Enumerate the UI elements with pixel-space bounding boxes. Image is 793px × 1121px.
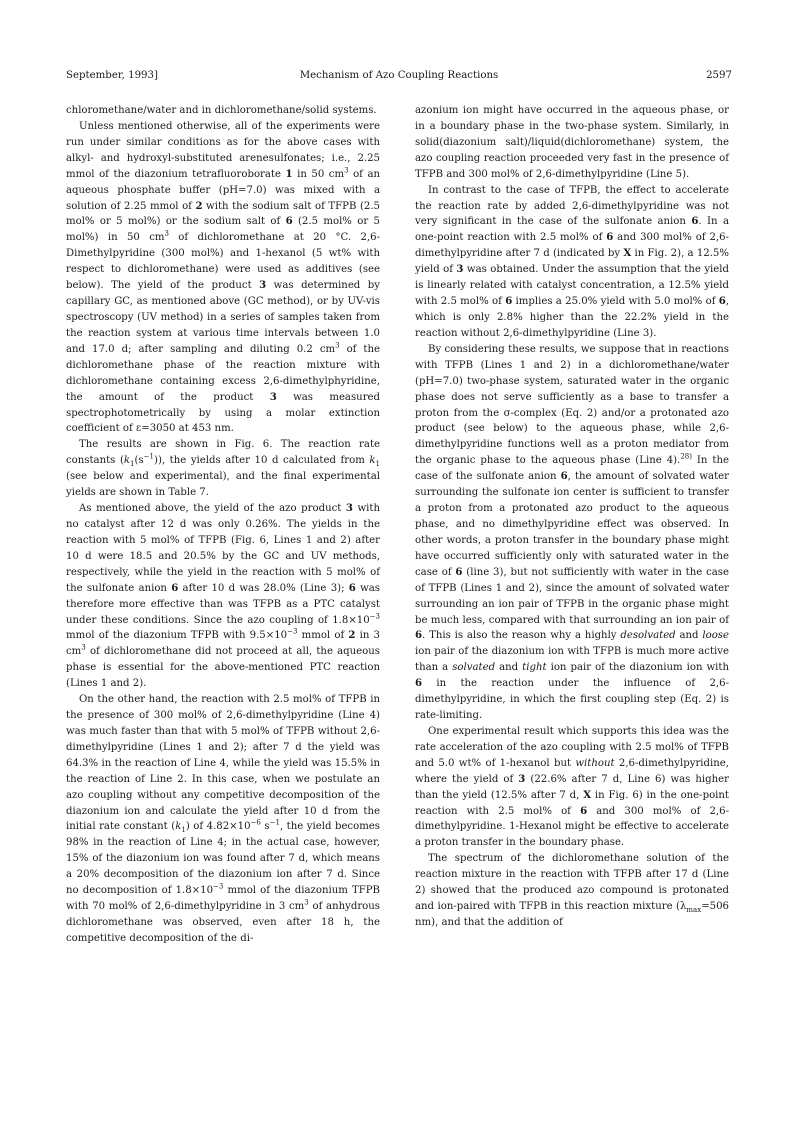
text-run: and 300 mol% of 2,6-dimethylpyridine. 1-Hexanol might be effective to accelerate a proton transfer in the boundary phase. [415, 805, 729, 849]
text-run: ) of 4.82×10 [185, 821, 251, 833]
text-run: 3 [345, 502, 353, 515]
text-run: mmol of the diazonium TFPB with 9.5×10 [66, 630, 288, 642]
running-header [66, 70, 732, 86]
text-run: One experimental result which supports this idea was the rate acceleration of the azo coupling with 2.5 mol% of TFPB and 5.0 wt% of 1-hexanol but [415, 725, 729, 769]
text-run: mmol of [297, 630, 349, 642]
header-title: Mechanism of Azo Coupling Reactions [299, 70, 499, 81]
text-run: X [583, 788, 592, 801]
text-run: and 300 mol% of 2,6-dimethylpyridine after 7 d (indicated by [415, 232, 729, 260]
header-date: September, 1993] [66, 70, 158, 81]
text-run: chloromethane/water and in dichloromethane/solid systems. [66, 105, 377, 116]
text-run: of dichloromethane did not proceed at all, the aqueous phase is essential for the above-mentioned PTC reaction (Lines 1 and 2). [66, 646, 380, 690]
text-run: tight [522, 662, 547, 674]
text-run: 6 [560, 470, 568, 483]
text-run: was therefore more effective than was TFPB as a PTC catalyst under these conditions. Since the azo coupling of 1.8×10 [66, 582, 380, 626]
text-run: (s [134, 455, 144, 467]
text-run: desolvated [620, 630, 676, 642]
text-run: of dichloromethane at 20 °C. 2,6-Dimethylpyridine (300 mol%) and 1-hexanol (5 wt% with respect to dichloromethane) were used as additives (see below). The yield of the product [66, 232, 381, 292]
text-run: azonium ion might have occurred in the aqueous phase, or in a boundary phase in the two-phase system. Similarly, in solid(diazonium salt)/liquid(dichloromethane) system, the azo coupling reaction proceeded very fast in the presence of TFPB and 300 mol% of 2,6-dimethylpyridine (Line 5). [415, 105, 729, 180]
text-run: 1 [181, 826, 186, 835]
text-run: X [623, 247, 632, 260]
text-run: , the yield becomes 98% in the reaction of Line 4; in the actual case, however, 15% of the diazonium ion was found after 7 d, which means a 20% decomposition of the diazonium ion after 7 d. Since no decomposition of 1.8×10 [66, 821, 380, 897]
text-run: (22.6% after 7 d, Line 6) was higher than the yield (12.5% after 7 d, [415, 773, 729, 801]
paragraph [66, 437, 380, 501]
text-run: 6 [691, 215, 699, 228]
text-run: and [675, 630, 703, 642]
text-run: of an aqueous phosphate buffer (pH=7.0) was mixed with a solution of 2.25 mmol of [66, 168, 381, 212]
text-run: −6 [250, 819, 261, 828]
text-run: 3 [335, 341, 340, 350]
text-run: The spectrum of the dichloromethane solution of the reaction mixture in the reaction with TFPB after 17 d (Line 2) showed that the produced azo compound is protonated and ion-paired with TFPB in this reaction mixture (λ [415, 853, 729, 913]
text-run: with the sodium salt of TFPB (2.5 mol% or 5 mol%) or the sodium salt of [66, 200, 380, 228]
text-run: 6 [415, 629, 423, 642]
text-run: In contrast to the case of TFPB, the effect to accelerate the reaction rate by added 2,6-dimethylpyridine was not very significant in the case of the sulfonate anion [415, 184, 729, 228]
text-run: in the reaction under the influence of 2,6-dimethylpyridine, in which the first coupling step (Eq. 2) is rate-limiting. [415, 678, 729, 722]
text-run: k [369, 455, 376, 467]
text-run: k [123, 455, 131, 467]
text-run: without [575, 757, 615, 769]
text-run: 6 [171, 581, 179, 594]
paragraph [415, 103, 729, 183]
paragraph [415, 183, 729, 342]
text-run: (line 3), but not sufficiently with water in the case of TFPB (Lines 1 and 2), since the amount of solvated water surrounding an ion pair of TFPB in the organic phase might be much less, compared with that surrounding an ion pair of [415, 566, 729, 626]
paragraph [66, 692, 380, 947]
text-run: 2,6-dimethylpyridine, where the yield of [415, 757, 729, 785]
text-run: loose [702, 630, 729, 642]
text-run: On the other hand, the reaction with 2.5 mol% of TFPB in the presence of 300 mol% of 2,6-dimethylpyridine (Line 4) was much faster than that with 5 mol% of TFPB without 2,6-dimethylpyridine (Lines 1 and 2); after 7 d the yield was 64.3% in the reaction of Line 4, while the yield was 15.5% in the reaction of Line 2. In this case, when we postulate an azo coupling without any competitive decomposition of the diazonium ion and calculate the yield after 10 d from the initial rate constant ( [66, 694, 380, 833]
text-run: 3 [259, 279, 267, 292]
text-run: 1 [375, 460, 381, 469]
text-run: −3 [369, 612, 380, 621]
text-run: ion pair of the diazonium ion with [546, 662, 730, 674]
text-run: (see below and experimental), and the final experimental yields are shown in Table 7. [66, 471, 380, 499]
text-run: (2.5 mol% or 5 mol%) in 50 cm [66, 216, 380, 244]
text-run: 6 [718, 295, 726, 308]
text-run: 6 [455, 565, 463, 578]
text-run: 28) [680, 452, 692, 461]
text-run: 3 [269, 390, 277, 403]
text-run: , the amount of solvated water surrounding the sulfonate ion center is sufficient to transfer a proton from a protonated azo product to the aqueous phase, and no dimethylpyridine effect was observed. In other words, a proton transfer in the boundary phase might have occurred sufficiently only with saturated water in the case of [415, 471, 729, 578]
text-run: −1 [269, 819, 280, 828]
paragraph [415, 342, 729, 724]
text-run: 1 [285, 167, 293, 180]
text-run: 6 [348, 581, 356, 594]
left-column [66, 103, 380, 947]
text-run: , which is only 2.8% higher than the 22.2% yield in the reaction without 2,6-dimethylpyridine (Line 3). [415, 296, 729, 339]
text-run: s [260, 821, 270, 833]
text-run: −3 [287, 628, 298, 637]
paragraph [415, 724, 729, 851]
header-page-number: 2597 [706, 70, 732, 81]
text-run: 6 [285, 215, 293, 228]
text-run: 2 [348, 629, 356, 642]
text-run: 3 [456, 263, 464, 276]
text-run: 3 [518, 772, 526, 785]
text-run: was obtained. Under the assumption that the yield is linearly related with catalyst concentration, a 12.5% yield with 2.5 mol% of [415, 264, 729, 308]
text-run: was determined by capillary GC, as mentioned above (GC method), or by UV-vis spectroscopy (UV method) in a series of samples taken from the reaction system at various time intervals between 1.0 and 17.0 d; after sampling and diluting 0.2 cm [66, 280, 380, 355]
text-run: mmol of the diazonium TFPB with 70 mol% of 2,6-dimethylpyridine in 3 cm [66, 885, 380, 913]
text-run: As mentioned above, the yield of the azo product [79, 503, 346, 515]
text-run: max [686, 906, 702, 915]
text-run: k [175, 821, 182, 833]
text-run: 3 [304, 898, 309, 907]
text-run: In the case of the sulfonate anion [415, 455, 729, 483]
paragraph [66, 103, 380, 119]
text-run: 1 [130, 460, 135, 469]
paragraph [66, 119, 380, 437]
text-run: −1 [143, 452, 154, 461]
text-run: in Fig. 2), a 12.5% yield of [415, 248, 729, 276]
text-run: −3 [213, 882, 224, 891]
text-run: 3 [81, 643, 86, 652]
text-run: The results are shown in Fig. 6. The reaction rate constants ( [66, 439, 380, 467]
text-run: was measured spectrophotometrically by using a molar extinction coefficient of ε=3050 at 453 nm. [66, 391, 381, 435]
text-run: 6 [580, 804, 588, 817]
text-run: =506 nm), and that the addition of [415, 901, 729, 929]
text-run: . In a one-point reaction with 2.5 mol% of [415, 216, 730, 244]
text-run: solvated [452, 662, 496, 674]
text-run: implies a 25.0% yield with 5.0 mol% of [512, 296, 719, 308]
text-run: 3 [164, 230, 169, 238]
text-run: 2 [195, 199, 203, 212]
text-run: after 10 d was 28.0% (Line 3); [178, 582, 349, 594]
text-run: Unless mentioned otherwise, all of the experiments were run under similar conditions as for the above cases with alkyl- and hydroxyl-substituted arenesulfonates; i.e., 2.25 mmol of the diazonium tetrafluoroborate [66, 120, 380, 180]
text-run: in 3 cm [66, 630, 381, 658]
text-run: By considering these results, we suppose that in reactions with TFPB (Lines 1 and 2) in a dichloromethane/water (pH=7.0) two-phase system, saturated water in the organic phase does not serve sufficiently as a base to transfer a proton from the σ-complex (Eq. 2) and/or a protonated azo product (see below) to the aqueous phase, while 2,6-dimethylpyridine functions well as a proton mediator from the organic phase to the aqueous phase (Line 4). [415, 343, 729, 467]
text-run: of the dichloromethane phase of the reaction mixture with dichloromethane containing excess 2,6-dimethylphyridine, the amount of the product [66, 343, 380, 403]
text-run: and [495, 662, 523, 674]
text-run: 6 [606, 231, 614, 244]
text-run: 6 [505, 295, 513, 308]
text-run: . This is also the reason why a highly [422, 630, 621, 642]
paragraph [66, 501, 380, 692]
text-run: )), the yields after 10 d calculated from [154, 455, 370, 467]
text-run: 3 [344, 166, 349, 175]
text-run: of anhydrous dichloromethane was observed, even after 18 h, the competitive decomposition of the di- [66, 901, 380, 944]
text-run: in 50 cm [292, 168, 345, 180]
right-column [415, 103, 729, 931]
text-run: 6 [415, 677, 423, 690]
paragraph [415, 851, 729, 931]
text-run: with no catalyst after 12 d was only 0.26%. The yields in the reaction with 5 mol% of TFPB (Fig. 6, Lines 1 and 2) after 10 d were 18.5 and 20.5% by the GC and UV methods, respectively, while the yield in the reaction with 5 mol% of the sulfonate anion [66, 503, 380, 594]
text-run: in Fig. 6) in the one-point reaction with 2.5 mol% of [415, 789, 730, 817]
text-run: ion pair of the diazonium ion with TFPB is much more active than a [415, 646, 729, 674]
